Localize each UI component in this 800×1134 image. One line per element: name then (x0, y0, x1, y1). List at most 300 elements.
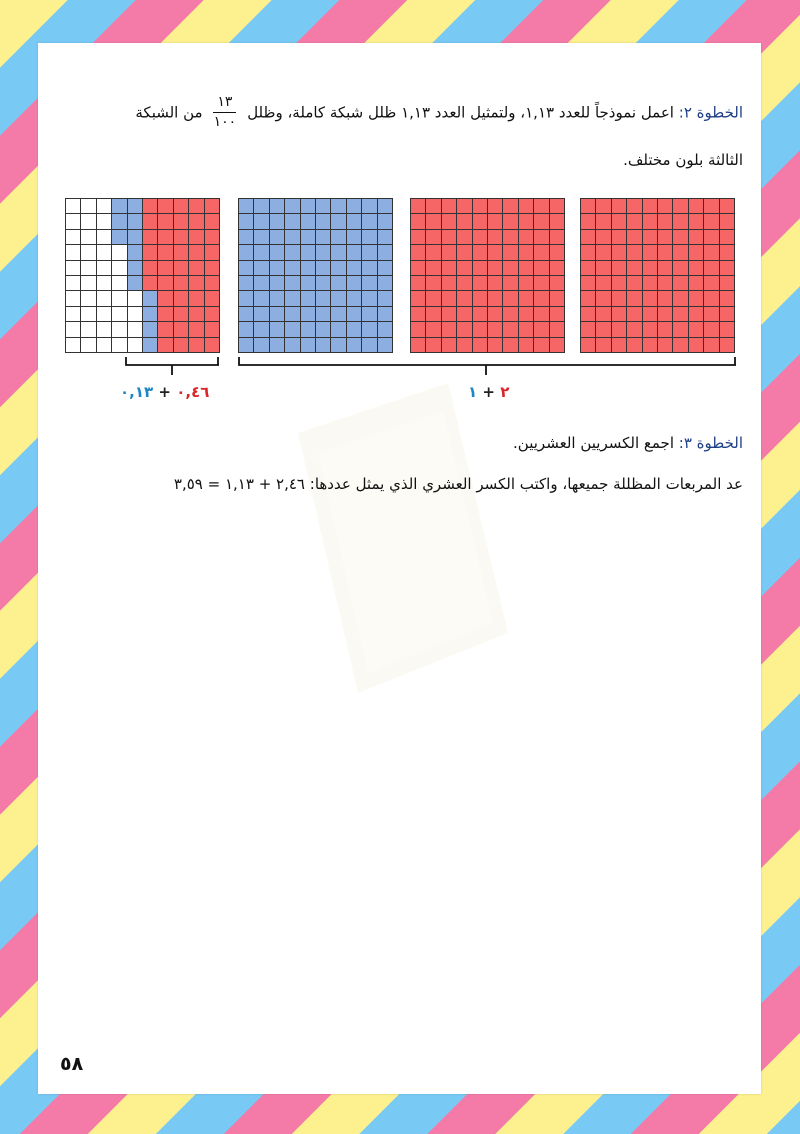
grid-cell (205, 291, 219, 305)
grid-cell (362, 245, 376, 259)
grid-cell (362, 214, 376, 228)
grid-cell (534, 322, 548, 336)
grid-cell (689, 199, 703, 213)
grid-cell (503, 322, 517, 336)
grid-cell (627, 230, 641, 244)
grid-cell (442, 199, 456, 213)
grid-cell (426, 245, 440, 259)
grid-cell (378, 199, 392, 213)
grid-cell (378, 338, 392, 352)
grid-cell (643, 322, 657, 336)
grid-cell (503, 261, 517, 275)
grid-cell (473, 214, 487, 228)
grid-cell (128, 276, 142, 290)
grid-cell (189, 322, 203, 336)
grid-cell (720, 245, 734, 259)
grid-cell (112, 214, 126, 228)
grid-cell (362, 322, 376, 336)
grid-cell (239, 276, 253, 290)
grid-cell (673, 245, 687, 259)
grid-cell (254, 276, 268, 290)
grid-cell (239, 307, 253, 321)
grid-cell (239, 291, 253, 305)
grid-cell (673, 322, 687, 336)
fraction-numerator: ١٣ (213, 95, 236, 113)
grid-cell (612, 322, 626, 336)
grid-cell (457, 245, 471, 259)
grid-cell (301, 338, 315, 352)
grid-cell (254, 307, 268, 321)
step2-text-part2: من الشبكة (135, 103, 203, 122)
grid-cell (97, 214, 111, 228)
grid-cell (362, 199, 376, 213)
grid-cell (254, 338, 268, 352)
grid-cell (205, 307, 219, 321)
grid-cell (442, 322, 456, 336)
grid-cell (362, 276, 376, 290)
grid-cell (658, 291, 672, 305)
grid-cell (673, 338, 687, 352)
grid-cell (658, 230, 672, 244)
grid-cell (158, 245, 172, 259)
grid-cell (643, 230, 657, 244)
brace-right (238, 355, 736, 379)
right-label-plus: + (482, 383, 495, 401)
grid-cell (503, 276, 517, 290)
grid-cell (347, 307, 361, 321)
grid-cell (301, 291, 315, 305)
grid-cell (720, 291, 734, 305)
grid-cell (442, 276, 456, 290)
grid-cell (488, 230, 502, 244)
grid-cell (550, 199, 564, 213)
grid-cell (426, 276, 440, 290)
grid-cell (426, 338, 440, 352)
grid-cell (411, 230, 425, 244)
grid-cell (581, 199, 595, 213)
grid-cell (285, 199, 299, 213)
grid-cell (301, 322, 315, 336)
grid-cell (503, 230, 517, 244)
grid-cell (254, 214, 268, 228)
grid-cell (97, 291, 111, 305)
hundred-grid-1 (580, 198, 735, 353)
grid-cell (174, 276, 188, 290)
grid-cell (158, 291, 172, 305)
grid-cell (66, 245, 80, 259)
grid-cell (270, 291, 284, 305)
grid-cell (270, 338, 284, 352)
grid-cell (643, 199, 657, 213)
grid-cell (174, 291, 188, 305)
grid-cell (457, 291, 471, 305)
grid-cell (704, 245, 718, 259)
grid-cell (316, 199, 330, 213)
grid-cell (596, 322, 610, 336)
grid-cell (612, 199, 626, 213)
grid-cell (97, 245, 111, 259)
grid-cell (205, 230, 219, 244)
grid-cell (720, 322, 734, 336)
grid-cell (301, 261, 315, 275)
grid-cell (643, 307, 657, 321)
grid-cell (378, 214, 392, 228)
grid-cell (627, 307, 641, 321)
grid-cell (285, 245, 299, 259)
grid-cell (112, 230, 126, 244)
grid-cell (174, 214, 188, 228)
grid-cell (643, 245, 657, 259)
grid-cell (534, 338, 548, 352)
grid-cell (581, 261, 595, 275)
grid-cell (473, 322, 487, 336)
grid-cell (205, 245, 219, 259)
grid-cell (596, 245, 610, 259)
step3-line (513, 434, 743, 452)
grid-cell (347, 199, 361, 213)
grid-cell (503, 245, 517, 259)
grid-cell (426, 230, 440, 244)
grid-cell (378, 245, 392, 259)
grid-cell (519, 214, 533, 228)
grid-cell (689, 245, 703, 259)
grid-cell (128, 214, 142, 228)
grid-cell (581, 291, 595, 305)
grid-cell (97, 307, 111, 321)
grid-cell (174, 338, 188, 352)
grid-cell (534, 261, 548, 275)
grid-cell (596, 338, 610, 352)
grid-cell (581, 338, 595, 352)
grid-cell (534, 245, 548, 259)
grid-cell (81, 291, 95, 305)
grid-cell (81, 261, 95, 275)
grid-cell (143, 338, 157, 352)
grid-cell (174, 307, 188, 321)
grid-cell (239, 338, 253, 352)
grid-cell (378, 307, 392, 321)
grid-cell (112, 199, 126, 213)
grid-cell (643, 214, 657, 228)
grid-cell (66, 199, 80, 213)
grid-cell (550, 291, 564, 305)
grid-cell (704, 322, 718, 336)
grid-cell (270, 322, 284, 336)
grid-cell (128, 338, 142, 352)
grid-cell (316, 245, 330, 259)
grid-cell (704, 199, 718, 213)
grid-cell (426, 291, 440, 305)
grid-cell (488, 199, 502, 213)
left-label-plus: + (158, 383, 171, 401)
grid-cell (189, 307, 203, 321)
grid-cell (488, 291, 502, 305)
grid-cell (658, 245, 672, 259)
grid-cell (534, 291, 548, 305)
grid-cell (612, 261, 626, 275)
grid-cell (720, 338, 734, 352)
grid-cell (239, 245, 253, 259)
grid-cell (128, 199, 142, 213)
grid-cell (689, 322, 703, 336)
grid-cell (673, 291, 687, 305)
right-label-red: ٢ (500, 383, 510, 401)
grid-cell (66, 230, 80, 244)
step3-text: اجمع الكسريين العشريين. (513, 434, 674, 452)
grid-cell (411, 214, 425, 228)
grid-cell (704, 338, 718, 352)
grid-cell (143, 245, 157, 259)
grid-cell (519, 199, 533, 213)
grid-cell (331, 322, 345, 336)
grid-cell (331, 214, 345, 228)
grid-cell (519, 322, 533, 336)
grid-cell (347, 291, 361, 305)
grid-cell (174, 245, 188, 259)
grid-cell (81, 245, 95, 259)
grid-cell (488, 307, 502, 321)
grid-cell (612, 214, 626, 228)
grid-cell (239, 199, 253, 213)
grid-cell (457, 322, 471, 336)
grid-cell (519, 307, 533, 321)
grid-cell (189, 261, 203, 275)
grid-cell (66, 307, 80, 321)
grid-cell (316, 338, 330, 352)
right-label-blue: ١ (468, 383, 478, 401)
grid-cell (581, 322, 595, 336)
grid-cell (66, 338, 80, 352)
grid-cell (442, 214, 456, 228)
grid-cell (128, 245, 142, 259)
grid-cell (658, 276, 672, 290)
grid-cell (673, 199, 687, 213)
grid-cell (143, 276, 157, 290)
grid-cell (612, 307, 626, 321)
step2-line1 (135, 95, 743, 131)
step3-label: الخطوة ٣: (678, 434, 743, 452)
grid-cell (254, 261, 268, 275)
grid-cell (473, 291, 487, 305)
grid-cell (596, 214, 610, 228)
left-label-blue: ٠,١٣ (120, 383, 154, 401)
grid-cell (627, 322, 641, 336)
grid-cell (97, 276, 111, 290)
grid-cell (426, 307, 440, 321)
grid-cell (143, 291, 157, 305)
grid-cell (550, 276, 564, 290)
grid-cell (158, 307, 172, 321)
grid-cell (285, 291, 299, 305)
grid-cell (285, 214, 299, 228)
grid-cell (596, 291, 610, 305)
grid-cell (301, 245, 315, 259)
grid-cell (66, 291, 80, 305)
grid-cell (66, 214, 80, 228)
grid-cell (158, 214, 172, 228)
grid-cell (473, 261, 487, 275)
grid-cell (239, 214, 253, 228)
grid-cell (285, 307, 299, 321)
grid-cell (112, 261, 126, 275)
grid-cell (316, 322, 330, 336)
grid-cell (362, 230, 376, 244)
grid-cell (128, 307, 142, 321)
grid-cell (473, 276, 487, 290)
grid-cell (473, 338, 487, 352)
grid-cell (519, 291, 533, 305)
grid-cell (112, 338, 126, 352)
grid-cell (347, 322, 361, 336)
grid-cell (347, 261, 361, 275)
grid-cell (112, 322, 126, 336)
grid-cell (627, 276, 641, 290)
grid-cell (143, 322, 157, 336)
grid-cell (503, 199, 517, 213)
grid-cell (442, 307, 456, 321)
grid-cell (158, 261, 172, 275)
grid-cell (347, 276, 361, 290)
fraction-denominator: ١٠٠ (213, 114, 237, 131)
grid-cell (411, 291, 425, 305)
step2-line2: الثالثة بلون مختلف. (623, 151, 743, 169)
grid-cell (331, 276, 345, 290)
grid-cell (673, 261, 687, 275)
grid-cell (143, 199, 157, 213)
grid-cell (503, 291, 517, 305)
grid-cell (488, 261, 502, 275)
grid-cell (550, 245, 564, 259)
grid-cell (378, 261, 392, 275)
grid-cell (301, 214, 315, 228)
grid-cell (362, 307, 376, 321)
grid-cell (316, 291, 330, 305)
grid-cell (301, 199, 315, 213)
grid-cell (627, 245, 641, 259)
grid-cell (720, 199, 734, 213)
grid-cell (627, 214, 641, 228)
grid-cell (143, 261, 157, 275)
grid-cell (704, 261, 718, 275)
grid-cell (362, 338, 376, 352)
grid-cell (158, 322, 172, 336)
brace-left-label (120, 383, 209, 401)
grid-cell (411, 199, 425, 213)
grid-cell (97, 230, 111, 244)
grid-cell (673, 214, 687, 228)
grid-cell (331, 245, 345, 259)
grid-cell (720, 214, 734, 228)
grid-cell (503, 338, 517, 352)
grid-cell (581, 230, 595, 244)
grid-cell (81, 322, 95, 336)
grid-cell (270, 199, 284, 213)
grid-cell (174, 230, 188, 244)
grid-cell (128, 291, 142, 305)
grid-cell (285, 261, 299, 275)
grid-cell (581, 307, 595, 321)
grid-cell (97, 261, 111, 275)
grid-cell (643, 338, 657, 352)
grid-cell (643, 261, 657, 275)
grid-cell (205, 199, 219, 213)
grid-cell (596, 261, 610, 275)
grid-cell (534, 307, 548, 321)
grid-cell (158, 338, 172, 352)
grid-cell (270, 276, 284, 290)
grid-cell (658, 307, 672, 321)
grid-cell (411, 322, 425, 336)
grid-cell (331, 230, 345, 244)
page-number: ٥٨ (60, 1053, 84, 1075)
grid-cell (189, 214, 203, 228)
grid-cell (612, 291, 626, 305)
grid-cell (627, 199, 641, 213)
grid-cell (534, 199, 548, 213)
grid-cell (378, 291, 392, 305)
grid-cell (189, 276, 203, 290)
grid-cell (270, 214, 284, 228)
grid-cell (596, 199, 610, 213)
grid-cell (673, 276, 687, 290)
grid-cell (378, 276, 392, 290)
grid-cell (519, 261, 533, 275)
grid-cell (596, 276, 610, 290)
grid-cell (316, 276, 330, 290)
grid-cell (473, 245, 487, 259)
grid-cell (254, 199, 268, 213)
grid-cell (704, 291, 718, 305)
grid-cell (189, 338, 203, 352)
grid-cell (581, 276, 595, 290)
grid-cell (158, 276, 172, 290)
grid-cell (658, 322, 672, 336)
grid-cell (331, 291, 345, 305)
grid-cell (550, 230, 564, 244)
grid-cell (658, 261, 672, 275)
grid-cell (596, 307, 610, 321)
grid-cell (411, 338, 425, 352)
grid-cell (254, 322, 268, 336)
grid-cell (457, 338, 471, 352)
grid-cell (488, 245, 502, 259)
grid-cell (174, 322, 188, 336)
grid-cell (596, 230, 610, 244)
grid-cell (254, 230, 268, 244)
grid-cell (442, 291, 456, 305)
grid-cell (205, 214, 219, 228)
grid-cell (285, 338, 299, 352)
grid-cell (347, 338, 361, 352)
grid-cell (174, 199, 188, 213)
grid-cell (143, 307, 157, 321)
grid-cell (205, 261, 219, 275)
grid-cell (331, 261, 345, 275)
grid-cell (285, 276, 299, 290)
grid-cell (270, 230, 284, 244)
count-instruction: عد المربعات المظللة جميعها، واكتب الكسر العشري الذي يمثل عددها: ٢,٤٦ + ١,١٣ = ٣,٥٩ (173, 475, 743, 493)
grid-cell (426, 322, 440, 336)
grid-cell (362, 261, 376, 275)
grid-cell (143, 214, 157, 228)
grid-cell (689, 261, 703, 275)
grid-cell (81, 338, 95, 352)
grid-cell (550, 214, 564, 228)
grid-cell (301, 230, 315, 244)
grid-cell (550, 307, 564, 321)
grid-cell (411, 245, 425, 259)
grid-cell (473, 199, 487, 213)
